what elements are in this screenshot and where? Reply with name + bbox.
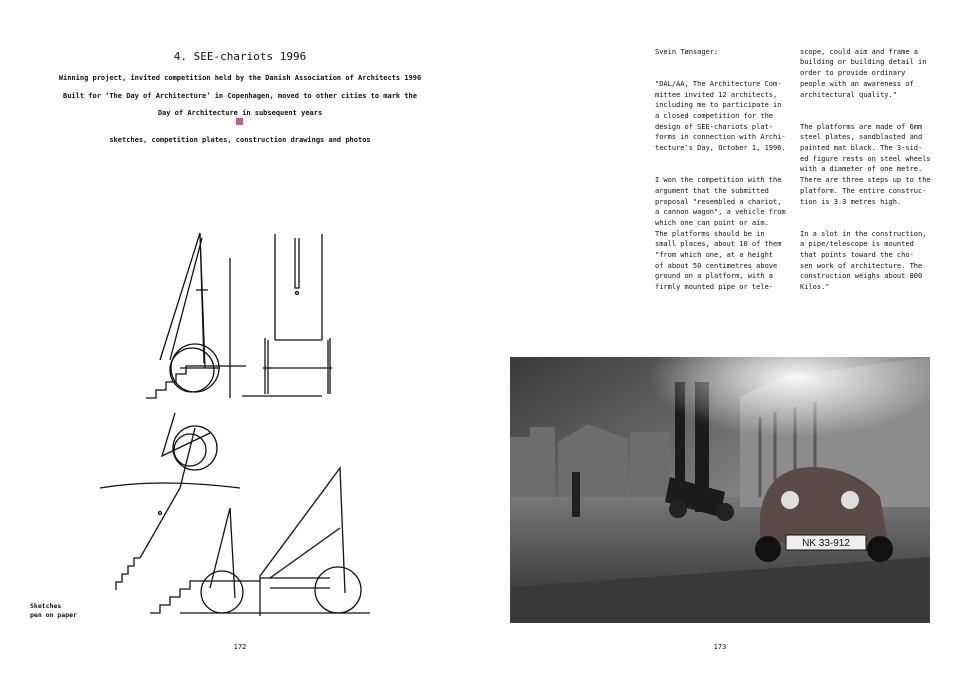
text-column-1 xyxy=(655,36,795,314)
author-name: Svein Tønsager: xyxy=(655,47,719,56)
sketch-chariot-detail xyxy=(100,413,240,590)
subtitle-line: Built for ‘The Day of Architecture’ in Copenhagen, moved to other cities to mark the xyxy=(62,91,417,100)
sketch-caption-line: pen on paper xyxy=(30,611,77,619)
sketch-caption-line: Sketches xyxy=(30,602,62,610)
accent-square xyxy=(236,118,243,125)
chariot-photo xyxy=(510,357,930,623)
page-number-right: 173 xyxy=(713,643,727,651)
sketch-caption xyxy=(30,602,77,620)
paragraph: "DAL/AA, The Architecture Com- mittee invited 12 architects, including me to participate in a closed competition for the design of SEE-chariots plat- forms in connection with Archi- tecture's Day, October 1, 1996. xyxy=(655,79,786,153)
paragraph: I won the competition with the argument that the submitted proposal "resembled a chariot, a cannon wagon", a vehicle from which one can point or aim. The platforms should be in small places, about 10 of them "from which one, at a height of about 50 centimetres above ground on a platform, with a firmly mounted pipe or tele- xyxy=(655,176,786,292)
sketch-chariot-front xyxy=(263,234,332,394)
subtitle-line: Day of Architecture in subsequent years xyxy=(157,109,323,117)
text-column-2 xyxy=(800,36,940,314)
contents-caption: sketches, competition plates, construction drawings and photos xyxy=(109,136,371,144)
subtitle-line: Winning project, invited competition held by the Danish Association of Architects 1996 xyxy=(58,74,422,82)
license-plate: NK 33-912 xyxy=(802,538,850,549)
page-number-left: 172 xyxy=(233,643,247,651)
paragraph: The platforms are made of 6mm steel plates, sandblasted and painted mat black. The 3-sid- ed figure rests on steel wheels with a diameter of one metre. There are three steps up to the platform. The entire construc- tion is 3.3 metres high. xyxy=(800,122,931,206)
paragraph: scope, could aim and frame a building or building detail in order to provide ordinary people with an awareness of architectural quality." xyxy=(800,47,927,99)
subtitle xyxy=(40,70,440,123)
sketch-chariots-pair xyxy=(150,468,370,616)
page-title: 4. SEE-chariots 1996 xyxy=(173,50,307,63)
sketches-drawing xyxy=(100,228,370,620)
paragraph: In a slot in the construction, a pipe/telescope is mounted that points toward the cho- sen work of architecture. The construction weighs about 800 Kilos." xyxy=(800,229,927,292)
